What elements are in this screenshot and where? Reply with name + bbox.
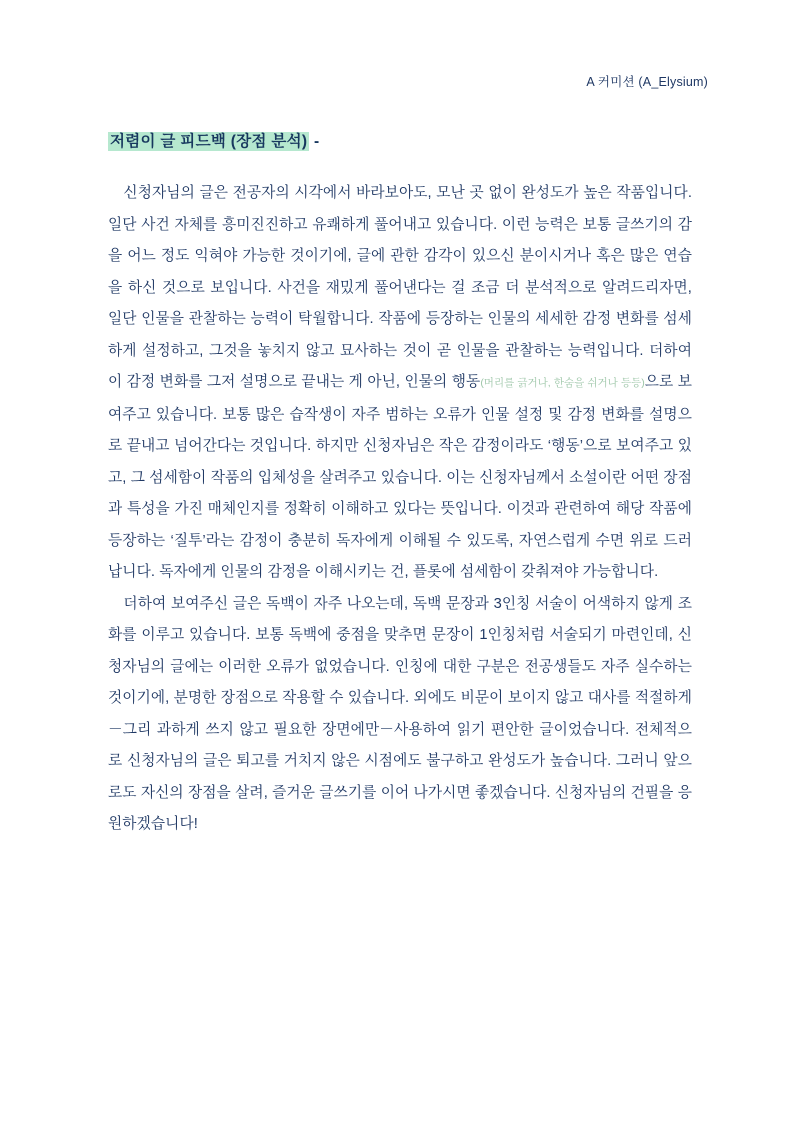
document-header-label: A 커미션 (A_Elysium) (586, 75, 708, 89)
paragraph-2: 더하여 보여주신 글은 독백이 자주 나오는데, 독백 문장과 3인칭 서술이 어색하지 않게 조화를 이루고 있습니다. 보통 독백에 중점을 맞추면 문장이 1인칭처럼 서술되기 마련인데, 신청자님의 글에는 이러한 오류가 없었습니다. 인칭에 대한 구분은 전공생들도 자주 실수하는 것이기에, 분명한 장점으로 작용할 수 있습니다. 외에도 비문이 보이지 않고 대사를 적절하게－그리 과하게 쓰지 않고 필요한 장면에만－사용하여 읽기 편안한 글이었습니다. 전체적으로 신청자님의 글은 퇴고를 거치지 않은 시점에도 불구하고 완성도가 높습니다. 그러니 앞으로도 자신의 장점을 살려, 즐거운 글쓰기를 이어 나가시면 좋겠습니다. 신청자님의 건필을 응원하겠습니다! (108, 595, 692, 832)
paragraph-1-text-part-2: 으로 보여주고 있습니다. 보통 많은 습작생이 자주 범하는 오류가 인물 설정 및 감정 변화를 설명으로 끝내고 넘어간다는 것입니다. 하지만 신청자님은 작은 감정이라도 ‘행동’으로 보여주고 있고, 그 섬세함이 작품의 입체성을 살려주고 있습니다. 이는 신청자님께서 소설이란 어떤 장점과 특성을 가진 매체인지를 정확히 이해하고 있다는 뜻입니다. 이것과 관련하여 해당 작품에 등장하는 ‘질투’라는 감정이 충분히 독자에게 이해될 수 있도록, 자연스럽게 수면 위로 드러납니다. 독자에게 인물의 감정을 이해시키는 건, 플롯에 섬세함이 갖춰져야 가능합니다. (108, 374, 692, 580)
paragraph-1-text-part-1: 신청자님의 글은 전공자의 시각에서 바라보아도, 모난 곳 없이 완성도가 높은 작품입니다. 일단 사건 자체를 흥미진진하고 유쾌하게 풀어내고 있습니다. 이런 능력은 보통 글쓰기의 감을 어느 정도 익혀야 가능한 것이기에, 글에 관한 감각이 있으신 분이시거나 혹은 많은 연습을 하신 것으로 보입니다. 사건을 재밌게 풀어낸다는 걸 조금 더 분석적으로 알려드리자면, 일단 인물을 관찰하는 능력이 탁월합니다. 작품에 등장하는 인물의 세세한 감정 변화를 섬세하게 설정하고, 그것을 놓치지 않고 묘사하는 것이 곧 인물을 관찰하는 능력입니다. 더하여 이 감정 변화를 그저 설명으로 끝내는 게 아닌, 인물의 행동 (108, 185, 692, 390)
document-body (108, 178, 692, 841)
paragraph-1 (108, 178, 692, 589)
page-title-suffix: - (309, 133, 320, 150)
page-title (108, 129, 708, 151)
page-title-highlighted-text: 저렴이 글 피드백 (장점 분석) (110, 133, 308, 150)
paragraph-1-parenthetical-note: (머리를 긁거나, 한숨을 쉬거나 등등) (480, 377, 645, 389)
